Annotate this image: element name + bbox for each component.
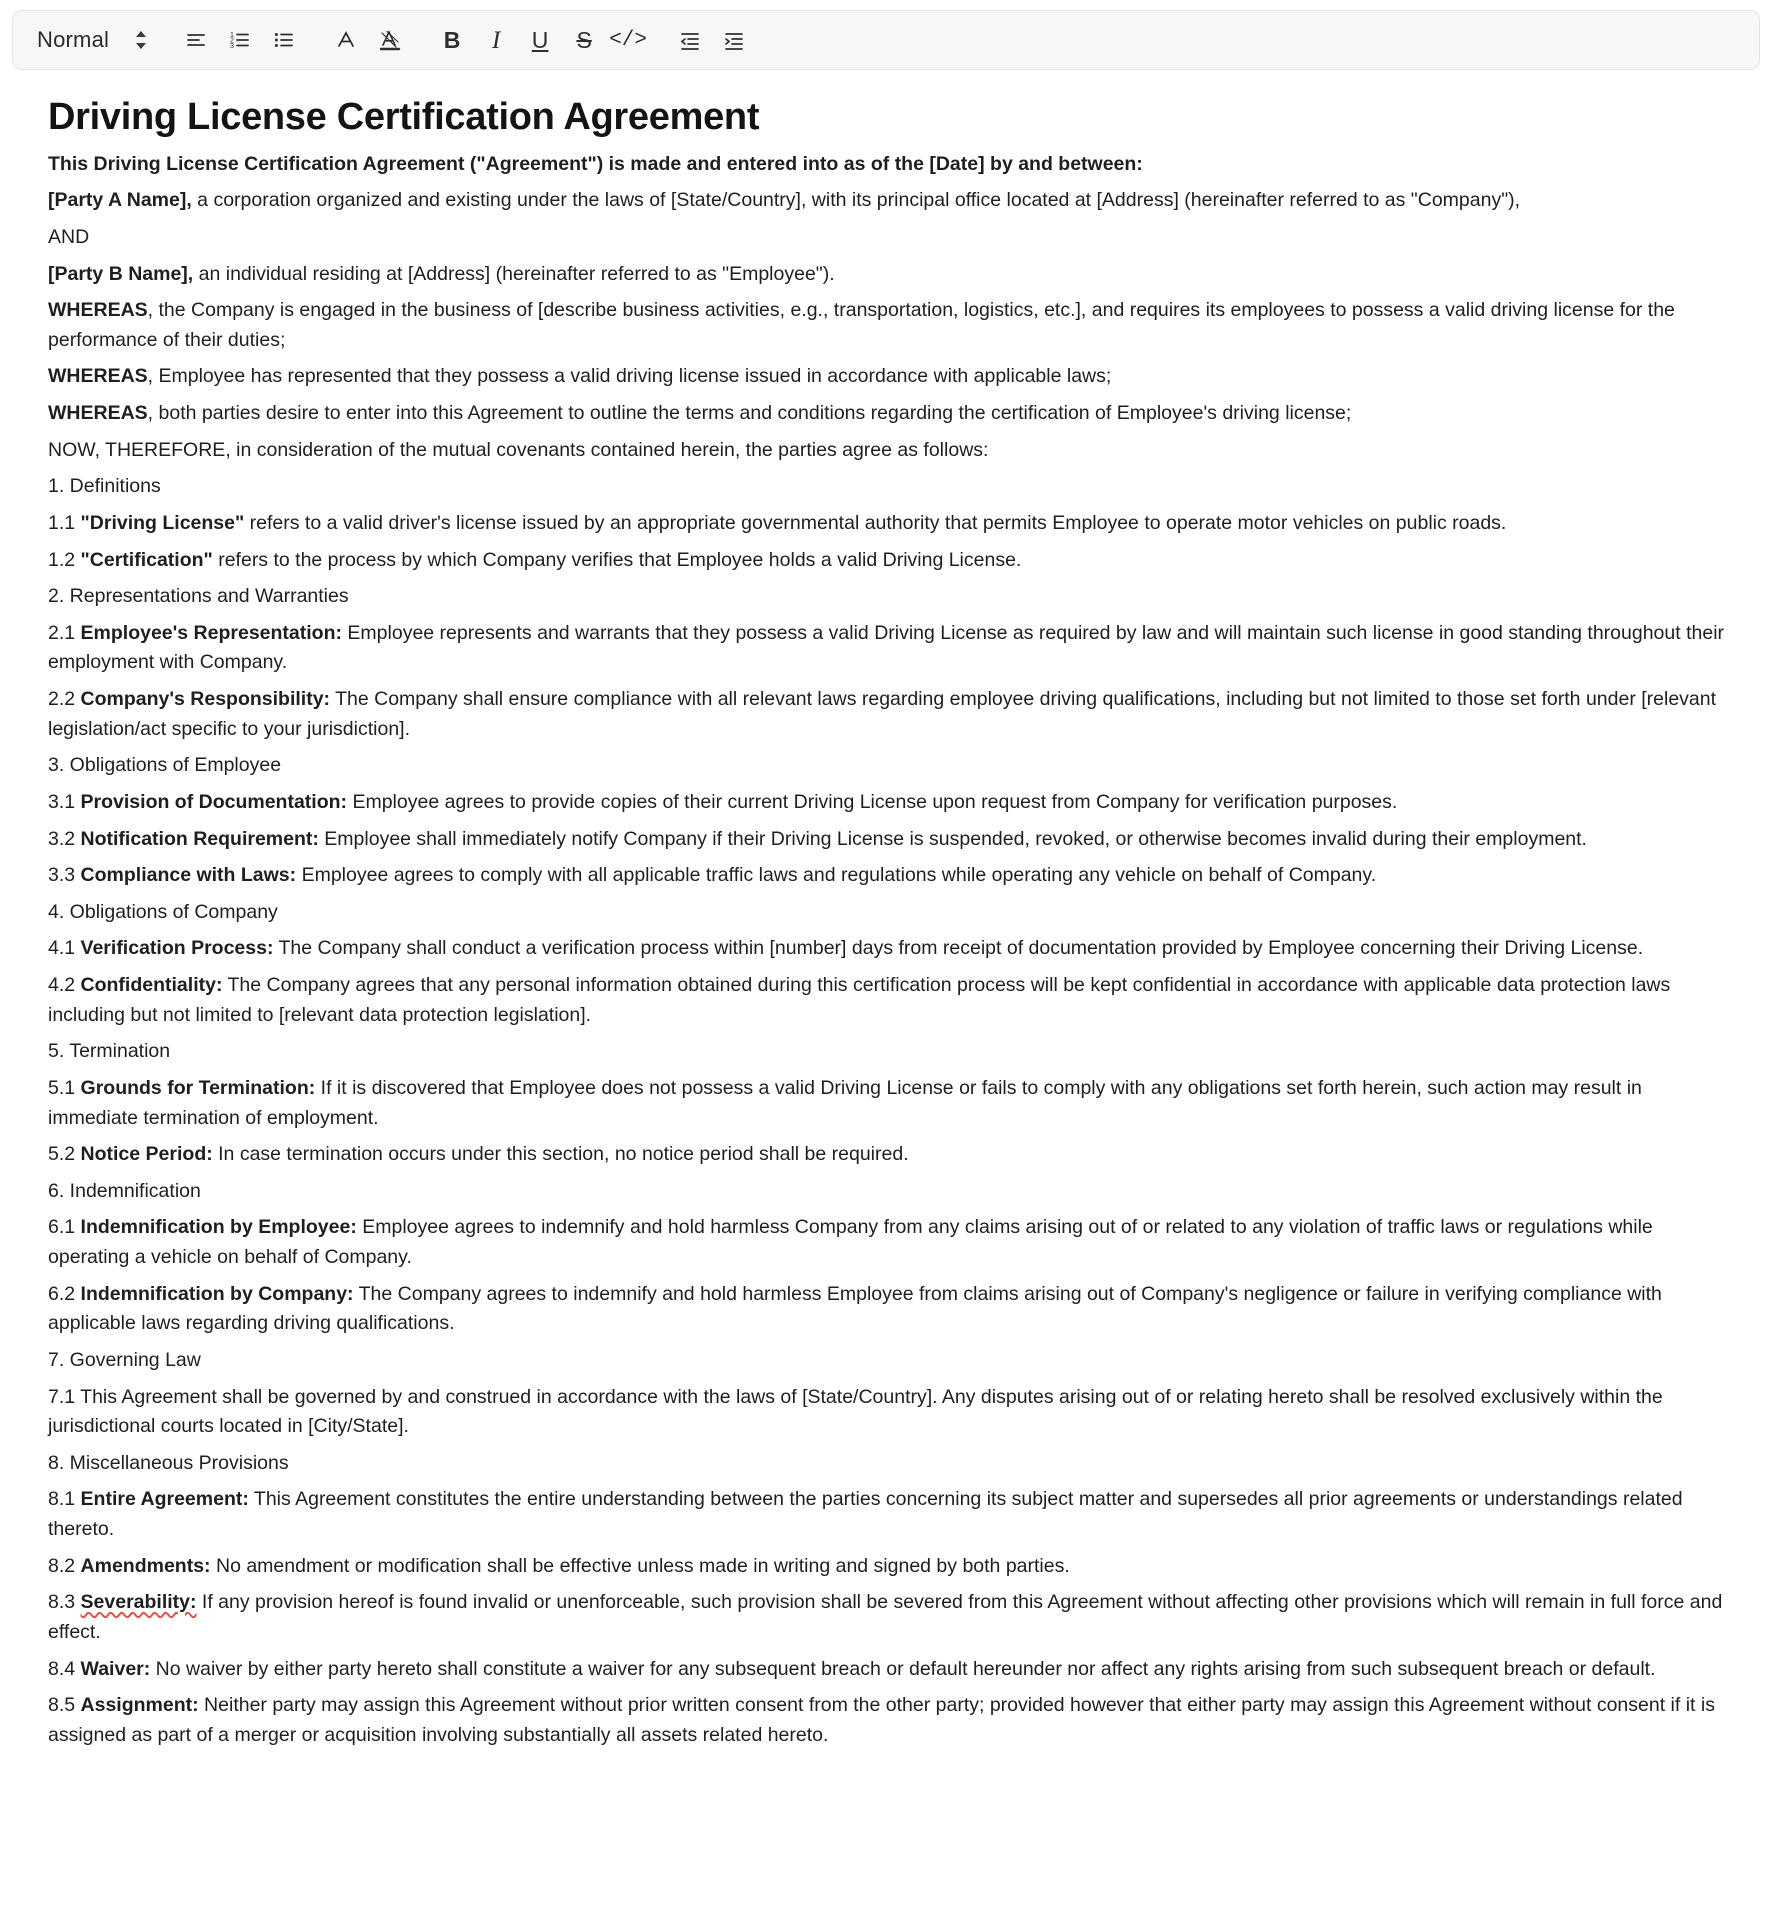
text-run: 5.1 (48, 1076, 81, 1099)
text-run: 6.2 (48, 1282, 81, 1305)
font-color-icon (334, 28, 358, 52)
document-paragraph (48, 788, 1730, 818)
text-run: 1.1 (48, 511, 81, 534)
bold-run: Indemnification by Employee: (80, 1216, 357, 1239)
section-heading (48, 582, 1730, 612)
formatting-toolbar (12, 10, 1760, 70)
text-run: Employee shall immediately notify Company if their Driving License is suspended, revoked, or otherwise becomes invalid during their employment. (318, 827, 1587, 850)
chevron-updown-icon (135, 28, 147, 52)
text-run: Employee agrees to comply with all applicable traffic laws and regulations while operating any vehicle on behalf of Company. (296, 864, 1377, 887)
document-paragraph (48, 1691, 1730, 1750)
text-run: 5.2 (48, 1143, 81, 1166)
italic-button[interactable] (475, 19, 517, 61)
document-paragraph (48, 186, 1730, 216)
text-color-button[interactable] (325, 19, 367, 61)
misspelled-word: Severability: (80, 1591, 197, 1614)
text-run: , Employee has represented that they possess a valid driving license issued in accordance with applicable laws; (147, 365, 1112, 388)
align-left-icon (184, 28, 208, 52)
text-run: 2.1 (48, 621, 81, 644)
bold-run: WHEREAS (48, 365, 148, 388)
bold-run: Verification Process: (80, 937, 274, 960)
bold-run: "Certification" (80, 548, 213, 571)
section-heading (48, 751, 1730, 781)
text-run: an individual residing at [Address] (hereinafter referred to as "Employee"). (193, 262, 835, 285)
bold-icon: B (443, 26, 461, 53)
bullet-list-button[interactable] (263, 19, 305, 61)
document-paragraph (48, 546, 1730, 576)
page-title: Driving License Certification Agreement (48, 96, 760, 138)
bullet-list-icon (272, 28, 296, 52)
ordered-list-button[interactable] (219, 19, 261, 61)
numbered-list-icon (228, 28, 252, 52)
bold-run: Assignment: (80, 1694, 199, 1717)
italic-icon: I (491, 26, 501, 54)
text-run: 6.1 (48, 1216, 81, 1239)
section-heading (48, 472, 1730, 502)
section-heading (48, 1037, 1730, 1067)
bold-run: Notice Period: (80, 1143, 213, 1166)
text-run: The Company agrees that any personal information obtained during this certification process will be kept confidential in accordance with applicable data protection laws including but not limited to [relevant data protection legislation]. (48, 974, 1671, 1026)
bold-run: Entire Agreement: (80, 1488, 249, 1511)
document-paragraph (48, 150, 1730, 180)
text-run: 5. Termination (48, 1040, 171, 1063)
section-heading (48, 898, 1730, 928)
bold-run: Indemnification by Company: (80, 1282, 354, 1305)
bold-run: Notification Requirement: (80, 827, 319, 850)
code-block-button[interactable] (607, 19, 649, 61)
text-run: 4.2 (48, 974, 81, 997)
bold-run: Waiver: (80, 1657, 151, 1680)
bold-run: This Driving License Certification Agreement ("Agreement") is made and entered into as of the [Date] by and between: (48, 152, 1143, 175)
text-run: , the Company is engaged in the business of [describe business activities, e.g., transportation, logistics, etc.], and requires its employees to possess a valid driving license for the performance of their duties; (48, 299, 1675, 351)
document-paragraph (48, 861, 1730, 891)
document-paragraph (48, 1552, 1730, 1582)
text-run: 1. Definitions (48, 475, 161, 498)
document-paragraph (48, 934, 1730, 964)
section-heading (48, 1449, 1730, 1479)
bold-run: [Party A Name], (48, 189, 192, 212)
bold-run: Company's Responsibility: (80, 688, 331, 711)
document-blocks (48, 150, 1730, 1751)
text-run: 2. Representations and Warranties (48, 585, 349, 608)
highlighter-icon (378, 28, 402, 52)
bold-run: Employee's Representation: (80, 621, 342, 644)
document-paragraph (48, 1213, 1730, 1272)
text-run: Neither party may assign this Agreement without prior written consent from the other party; provided however that either party may assign this Agreement without consent if it is assigned as part of a merger or acquisition involving substantially all assets related hereto. (48, 1694, 1715, 1746)
text-run: 8.2 (48, 1554, 81, 1577)
document-body[interactable] (12, 70, 1760, 1777)
indent-increase-button[interactable] (713, 19, 755, 61)
code-icon: </> (609, 28, 648, 52)
bold-run: Compliance with Laws: (80, 864, 297, 887)
text-run: NOW, THEREFORE, in consideration of the mutual covenants contained herein, the parties agree as follows: (48, 438, 989, 461)
underline-button[interactable] (519, 19, 561, 61)
bold-run: "Driving License" (80, 511, 245, 534)
text-run: This Agreement constitutes the entire understanding between the parties concerning its subject matter and supersedes all prior agreements or understandings related thereto. (48, 1488, 1683, 1541)
document-paragraph (48, 1383, 1730, 1442)
bold-run: WHEREAS (48, 299, 148, 322)
text-run: 8.1 (48, 1488, 81, 1511)
text-run: No waiver by either party hereto shall constitute a waiver for any subsequent breach or default hereunder nor affect any rights arising from such subsequent breach or default. (150, 1657, 1656, 1680)
text-run: Employee agrees to indemnify and hold harmless Company from any claims arising out of or related to any violation of traffic laws or regulations while operating a vehicle on behalf of Company. (48, 1216, 1653, 1269)
svg-text:2: 2 (230, 37, 235, 45)
document-paragraph (48, 362, 1730, 392)
text-run: Employee represents and warrants that they possess a valid Driving License as required by law and will maintain such license in good standing throughout their employment with Company. (48, 621, 1725, 674)
text-run: The Company agrees to indemnify and hold harmless Employee from claims arising out of Company's negligence or failure in verifying compliance with applicable laws regarding driving qualifications. (48, 1282, 1662, 1335)
svg-text:1: 1 (230, 32, 235, 39)
text-run: , both parties desire to enter into this Agreement to outline the terms and conditions regarding the certification of Employee's driving license; (147, 402, 1352, 425)
text-run: 3.3 (48, 864, 81, 887)
text-run: 6. Indemnification (48, 1179, 201, 1202)
document-paragraph (48, 1074, 1730, 1133)
bold-run: Grounds for Termination: (80, 1076, 316, 1099)
document-paragraph (48, 619, 1730, 678)
document-paragraph (48, 971, 1730, 1030)
text-run: 8.3 (48, 1591, 81, 1614)
bold-run: [Party B Name], (48, 262, 194, 285)
text-run: 8.5 (48, 1694, 81, 1717)
svg-text:3: 3 (230, 43, 235, 51)
text-run: In case termination occurs under this section, no notice period shall be required. (212, 1143, 909, 1166)
bold-run: Amendments: (80, 1554, 211, 1577)
text-run: 2.2 (48, 688, 81, 711)
underline-icon: U (531, 26, 549, 53)
section-heading (48, 1346, 1730, 1376)
align-left-button[interactable] (175, 19, 217, 61)
document-paragraph (48, 509, 1730, 539)
text-run: Employee agrees to provide copies of their current Driving License upon request from Company for verification purposes. (347, 790, 1398, 813)
text-run: refers to the process by which Company verifies that Employee holds a valid Driving License. (212, 548, 1022, 571)
text-run: refers to a valid driver's license issued by an appropriate governmental authority that permits Employee to operate motor vehicles on public roads. (244, 511, 1507, 534)
text-run: If any provision hereof is found invalid or unenforceable, such provision shall be severed from this Agreement without affecting other provisions which will remain in full force and effect. (48, 1591, 1723, 1643)
text-run: 8. Miscellaneous Provisions (48, 1451, 289, 1474)
bold-run: WHEREAS (48, 402, 148, 425)
section-heading (48, 1177, 1730, 1207)
indent-decrease-button[interactable] (669, 19, 711, 61)
text-run: AND (48, 225, 90, 248)
document-paragraph (48, 399, 1730, 429)
text-run: 8.4 (48, 1657, 81, 1680)
document-paragraph (48, 1588, 1730, 1647)
document-paragraph (48, 436, 1730, 466)
document-paragraph (48, 223, 1730, 253)
text-run: a corporation organized and existing under the laws of [State/Country], with its principal office located at [Address] (hereinafter referred to as "Company"), (191, 189, 1521, 212)
paragraph-style-label: Normal (37, 27, 110, 52)
text-run: The Company shall conduct a verification process within [number] days from receipt of documentation provided by Employee concerning their Driving License. (273, 937, 1644, 960)
highlight-color-button[interactable] (369, 19, 411, 61)
bold-button[interactable] (431, 19, 473, 61)
text-run: 4.1 (48, 937, 81, 960)
text-run: 3.1 (48, 790, 81, 813)
text-run: If it is discovered that Employee does not possess a valid Driving License or fails to comply with any obligations set forth herein, such action may result in immediate termination of employment. (48, 1076, 1642, 1129)
text-run: 1.2 (48, 548, 81, 571)
text-run: 3.2 (48, 827, 81, 850)
text-run: 3. Obligations of Employee (48, 754, 282, 777)
document-paragraph (48, 685, 1730, 744)
document-paragraph (48, 1280, 1730, 1339)
indent-increase-icon (722, 28, 746, 52)
document-paragraph (48, 1655, 1730, 1685)
document-paragraph (48, 1140, 1730, 1170)
indent-decrease-icon (678, 28, 702, 52)
strikethrough-icon: S (576, 26, 592, 53)
document-paragraph (48, 825, 1730, 855)
bold-run: Provision of Documentation: (80, 790, 348, 813)
text-run: 7.1 This Agreement shall be governed by and construed in accordance with the laws of [State/Country]. Any disputes arising out of or relating hereto shall be resolved exclusively within the jurisdictional courts located in [City/State]. (48, 1385, 1663, 1438)
text-run: The Company shall ensure compliance with all relevant laws regarding employee driving qualifications, including but not limited to those set forth under [relevant legislation/act specific to your jurisdiction]. (48, 688, 1717, 740)
text-run: 4. Obligations of Company (48, 900, 278, 923)
document-paragraph (48, 260, 1730, 290)
strikethrough-button[interactable] (563, 19, 605, 61)
text-run: 7. Governing Law (48, 1348, 201, 1371)
bold-run: Confidentiality: (80, 974, 223, 997)
document-paragraph (48, 1485, 1730, 1544)
paragraph-style-dropdown[interactable] (27, 22, 155, 58)
text-run: No amendment or modification shall be effective unless made in writing and signed by both parties. (210, 1554, 1070, 1577)
document-paragraph (48, 296, 1730, 355)
